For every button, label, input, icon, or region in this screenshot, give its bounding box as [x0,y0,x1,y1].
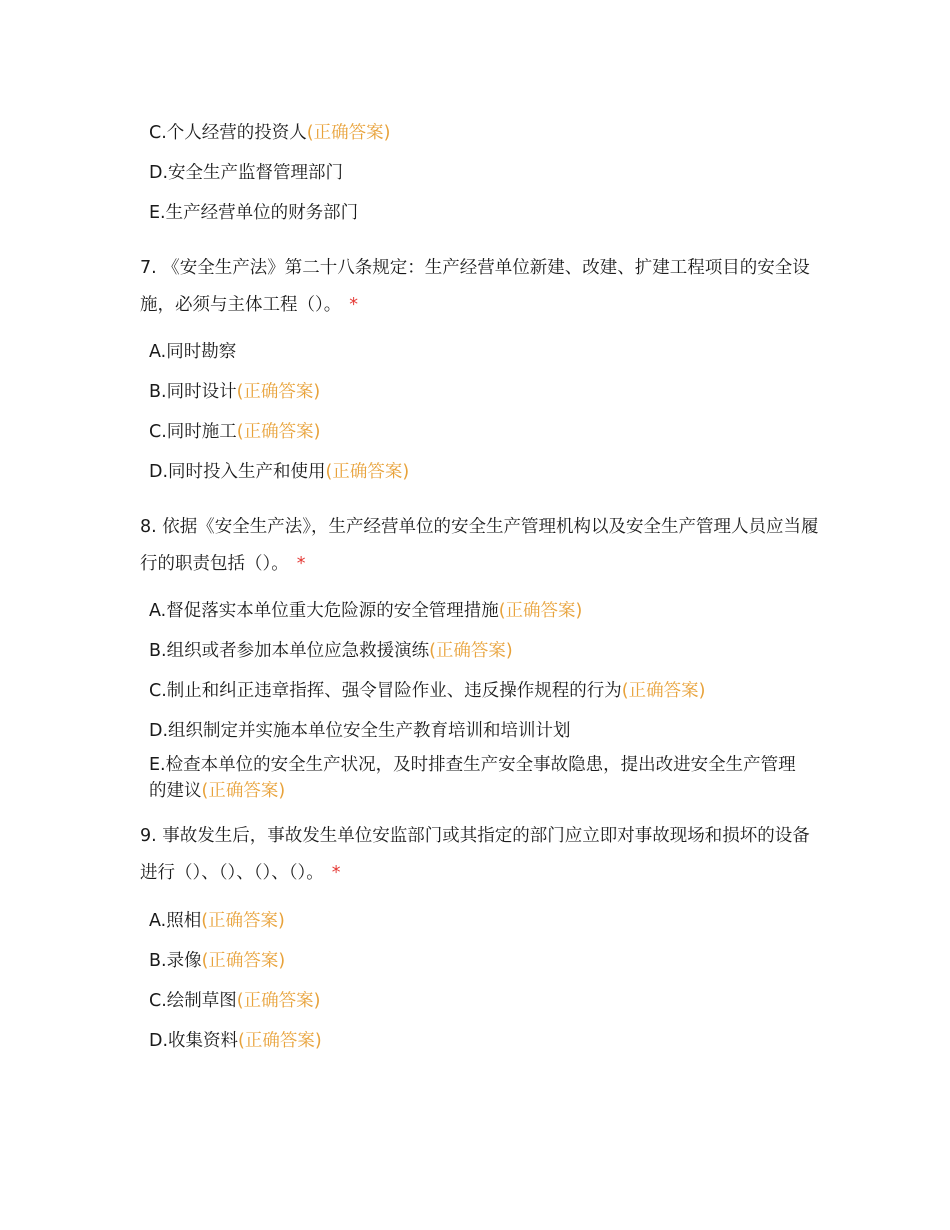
q6-option-e: E.生产经营单位的财务部门 [149,203,359,223]
q7-option-a: A.同时勘察 [149,342,237,362]
question-8-text: 8. 依据《安全生产法》，生产经营单位的安全生产管理机构以及安全生产管理人员应当履行的职责包括（）。 * [140,517,819,574]
correct-answer-label: (正确答案) [498,601,583,621]
q8-option-b: B.组织或者参加本单位应急救援演练(正确答案) [149,641,513,661]
q8-option-e: E.检查本单位的安全生产状况，及时排查生产安全事故隐患，提出改进安全生产管理的建议(正确答案) [149,755,796,801]
q9-option-b: B.录像(正确答案) [149,951,286,971]
q7-option-b: B.同时设计(正确答案) [149,382,321,402]
q9-option-a: A.照相(正确答案) [149,911,285,931]
correct-answer-label: (正确答案) [621,681,706,701]
correct-answer-label: (正确答案) [236,382,321,402]
correct-answer-label: (正确答案) [238,1031,322,1051]
correct-answer-label: (正确答案) [306,123,391,143]
q7-option-c: C.同时施工(正确答案) [149,422,321,442]
q7-option-d: D.同时投入生产和使用(正确答案) [149,462,410,482]
q9-option-d: D.收集资料(正确答案) [149,1031,322,1051]
q9-option-c: C.绘制草图(正确答案) [149,991,321,1011]
correct-answer-label: (正确答案) [429,641,513,661]
correct-answer-label: (正确答案) [236,991,321,1011]
required-mark: * [349,295,358,315]
required-mark: * [331,863,341,883]
correct-answer-label: (正确答案) [201,781,286,801]
q8-option-a: A.督促落实本单位重大危险源的安全管理措施(正确答案) [149,601,583,621]
required-mark: * [296,554,306,574]
q6-option-d: D.安全生产监督管理部门 [149,163,344,183]
correct-answer-label: (正确答案) [201,951,286,971]
correct-answer-label: (正确答案) [201,911,285,931]
q6-option-c: C.个人经营的投资人(正确答案) [149,123,391,143]
question-9-text: 9. 事故发生后，事故发生单位安监部门或其指定的部门应立即对事故现场和损坏的设备进行（）、（）、（）、（）。 * [140,826,810,883]
q8-option-c: C.制止和纠正违章指挥、强令冒险作业、违反操作规程的行为(正确答案) [149,681,706,701]
correct-answer-label: (正确答案) [325,462,410,482]
q8-option-d: D.组织制定并实施本单位安全生产教育培训和培训计划 [149,721,571,741]
correct-answer-label: (正确答案) [236,422,321,442]
question-7-text: 7. 《安全生产法》第二十八条规定：生产经营单位新建、改建、扩建工程项目的安全设施，必须与主体工程（）。 * [140,258,810,315]
